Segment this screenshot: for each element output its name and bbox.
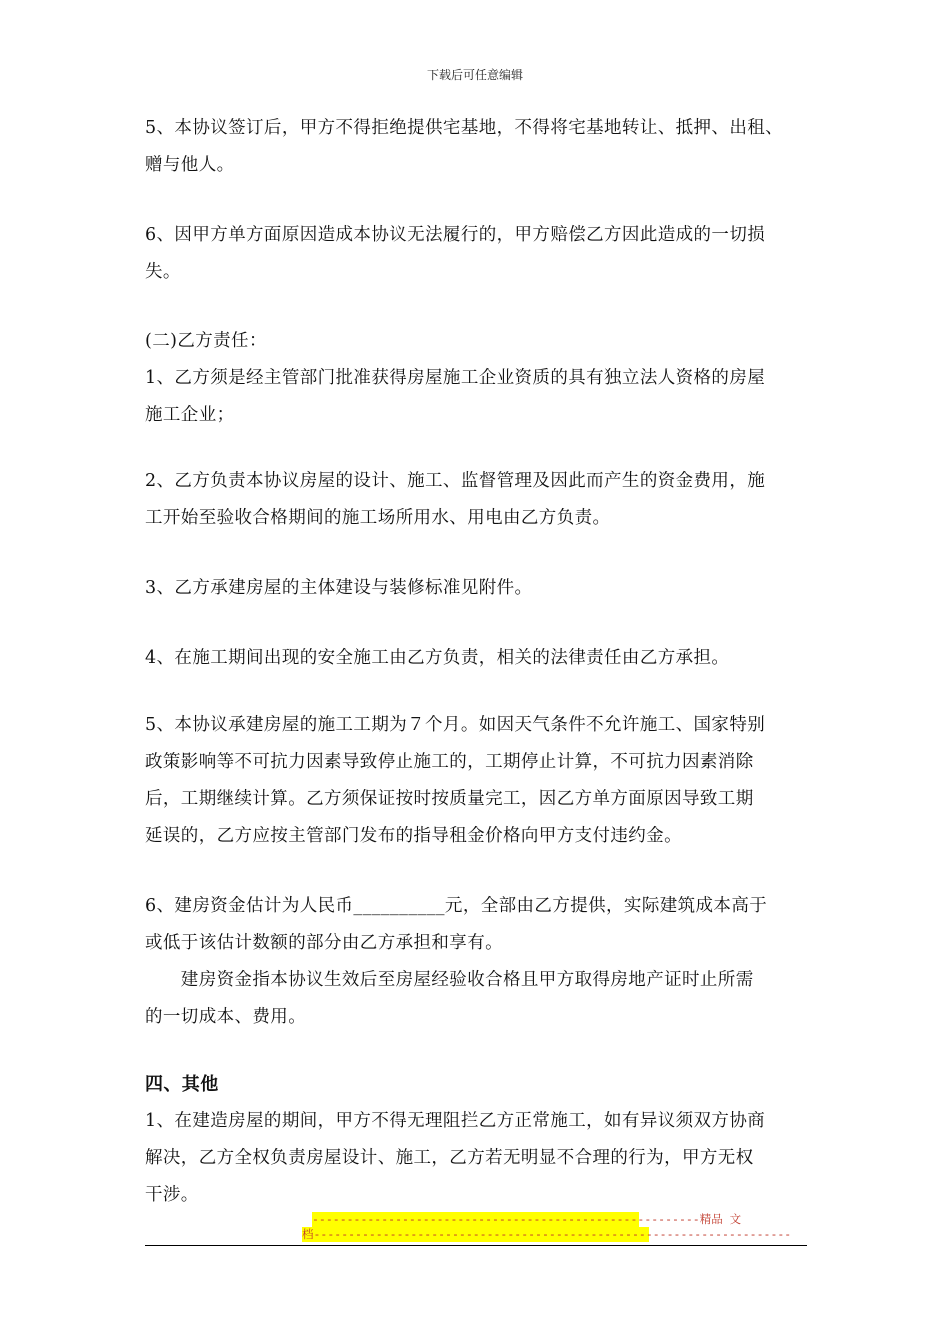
party-b-item-4 (145, 640, 813, 677)
text-line: 干涉。 (145, 1185, 199, 1205)
section-4 (145, 1066, 813, 1214)
text-line: 政策影响等不可抗力因素导致停止施工的，工期停止计算，不可抗力因素消除 (145, 752, 754, 772)
party-b-heading (145, 323, 813, 434)
text-line: 解决，乙方全权负责房屋设计、施工，乙方若无明显不合理的行为，甲方无权 (145, 1148, 754, 1168)
text-line: 工开始至验收合格期间的施工场所用水、用电由乙方负责。 (145, 508, 611, 528)
party-a-item-5 (145, 110, 813, 184)
section-heading: 四、其他 (145, 1074, 219, 1095)
section-heading: (二)乙方责任： (145, 331, 267, 351)
text-line: 建房资金指本协议生效后至房屋经验收合格且甲方取得房地产证时止所需 (145, 970, 754, 990)
text-line: 1、乙方须是经主管部门批准获得房屋施工企业资质的具有独立法人资格的房屋 (145, 368, 766, 388)
text-line: 2、乙方负责本协议房屋的设计、施工、监督管理及因此而产生的资金费用，施 (145, 471, 766, 491)
text-line: 延误的，乙方应按主管部门发布的指导租金价格向甲方支付违约金。 (145, 826, 682, 846)
party-b-item-3 (145, 570, 813, 607)
footer-rule (145, 1245, 807, 1246)
party-b-item-6 (145, 888, 813, 1036)
party-b-item-2 (145, 463, 813, 537)
text-line: 施工企业； (145, 405, 235, 425)
text-line: 赠与他人。 (145, 155, 235, 175)
text-line: 的一切成本、费用。 (145, 1007, 307, 1027)
footer-watermark-line2: 档--------------------------------------------------------------------- (302, 1227, 792, 1241)
text-line: 6、因甲方单方面原因造成本协议无法履行的，甲方赔偿乙方因此造成的一切损 (145, 225, 766, 245)
party-b-item-5 (145, 707, 813, 855)
footer-watermark-line1: --------------------------------------------------------精品 文 (312, 1212, 742, 1226)
text-line: 5、本协议签订后，甲方不得拒绝提供宅基地，不得将宅基地转让、抵押、出租、 (145, 118, 784, 138)
text-line: 后，工期继续计算。乙方须保证按时按质量完工，因乙方单方面原因导致工期 (145, 789, 754, 809)
text-line: 4、在施工期间出现的安全施工由乙方负责，相关的法律责任由乙方承担。 (145, 648, 730, 668)
page-header-note: 下载后可任意编辑 (426, 68, 523, 82)
text-line: 3、乙方承建房屋的主体建设与装修标准见附件。 (145, 578, 533, 598)
party-a-item-6 (145, 217, 813, 291)
text-line: 或低于该估计数额的部分由乙方承担和享有。 (145, 933, 503, 953)
text-line: 6、建房资金估计为人民币__________元，全部由乙方提供，实际建筑成本高于 (145, 896, 768, 916)
text-line: 失。 (145, 262, 181, 282)
text-line: 5、本协议承建房屋的施工工期为７个月。如因天气条件不允许施工、国家特别 (145, 715, 766, 735)
text-line: 1、在建造房屋的期间，甲方不得无理阻拦乙方正常施工，如有异议须双方协商 (145, 1111, 766, 1131)
